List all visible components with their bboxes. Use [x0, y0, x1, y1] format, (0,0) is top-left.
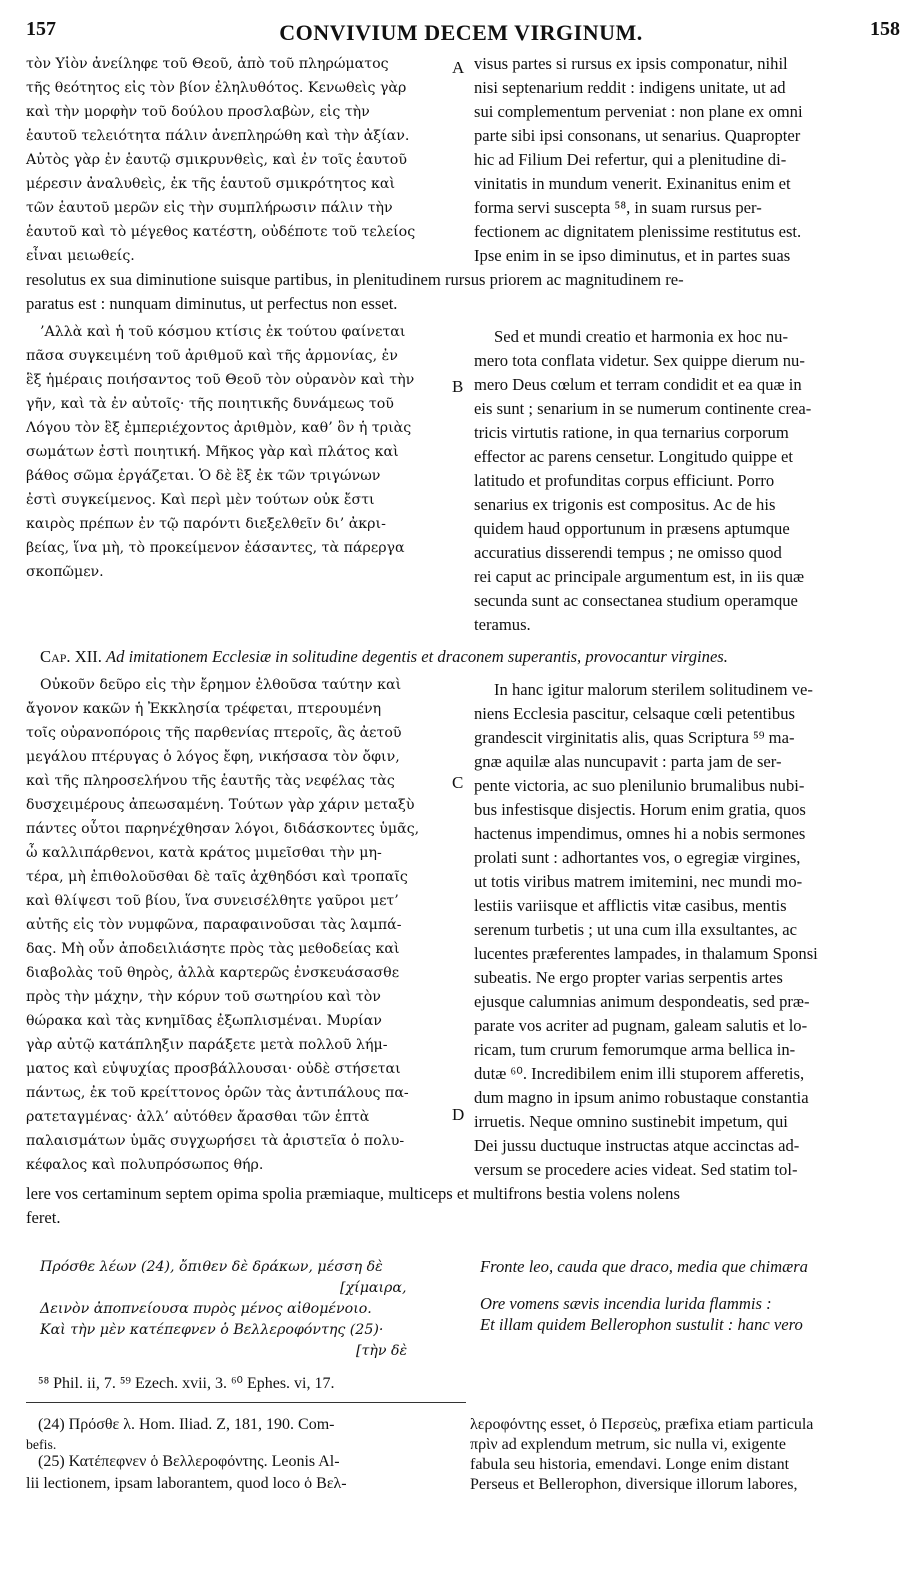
greek-line: ἓξ ἡμέραις ποιήσαντος τοῦ Θεοῦ τὸν οὐρανὸν καὶ τὴν: [26, 372, 415, 388]
latin-line: fectionem ac dignitatem plenissime restitutus est.: [474, 222, 802, 241]
latin-line: secunda sunt ac consectanea studium operamque: [474, 591, 798, 610]
latin-line: mero tota conflata videtur. Sex quippe dierum nu-: [474, 351, 805, 370]
greek-line: αὐτῆς εἰς τὸν νυμφῶνα, παραφαινοῦσαι τὰς λαμπά-: [26, 917, 402, 933]
note-line: fabula seu historia, emendavi. Longe enim distant: [470, 1456, 790, 1473]
latin-line: parate vos acriter ad pugnam, galeam salutis et lo-: [474, 1016, 808, 1035]
latin-line: irruetis. Neque omnino sustinebit impetum, qui: [474, 1112, 788, 1131]
full-width-line: feret.: [26, 1208, 61, 1227]
latin-line: niens Ecclesia pascitur, celsaque cœli petentibus: [474, 704, 795, 723]
latin-line: hactenus impendimus, omnes hi a nobis sermones: [474, 824, 806, 843]
greek-line: καὶ τὴν μορφὴν τοῦ δούλου προσλαβὼν, εἰς τὴν: [26, 104, 370, 120]
greek-line: Αὐτὸς γὰρ ἐν ἑαυτῷ σμικρυνθεὶς, καὶ ἐν τοῖς ἑαυτοῦ: [26, 152, 407, 168]
margin-mark-b: B: [452, 377, 464, 396]
margin-mark-a: A: [452, 58, 465, 77]
greek-line: γῆν, καὶ τὰ ἐν αὐτοῖς· τῆς ποιητικῆς δυνάμεως τοῦ: [26, 396, 394, 412]
greek-line: γὰρ αὐτῷ κατάπληξιν παράξετε μετὰ πολλοῦ λήμ-: [26, 1037, 388, 1053]
greek-line: εἶναι μειωθείς.: [26, 248, 135, 264]
margin-mark-d: D: [452, 1105, 465, 1124]
latin-line: Sed et mundi creatio et harmonia ex hoc nu-: [494, 327, 788, 346]
greek-line: ὦ καλλιπάρθενοι, κατὰ κράτος μιμεῖσθαι τὴν μη-: [26, 845, 382, 861]
latin-line: prolati sunt : adhortantes vos, o egregiæ virgines,: [474, 848, 801, 867]
latin-line: lucentes præferentes lampades, in thalamum Sponsi: [474, 944, 818, 963]
latin-line: ricam, tum crurum femorumque arma bellica in-: [474, 1040, 796, 1059]
latin-line: quidem haud opportunum in præsens aptumque: [474, 519, 790, 538]
note-line: (25) Κατέπεφνεν ὁ Βελλεροφόντης. Leonis Al-: [38, 1453, 340, 1470]
verse-line: Δεινὸν ἀποπνείουσα πυρὸς μένος αἰθομένοιο.: [40, 1301, 372, 1317]
latin-line: serenum turbetis ; ut una cum illa exsultantes, ac: [474, 920, 798, 939]
running-header: [0, 6, 922, 46]
greek-line: καὶ θλίψεσι τοῦ βίου, ἵνα συνεισέλθητε γαῦροι μετ’: [26, 893, 399, 909]
verse-line: Ore vomens sævis incendia lurida flammis :: [480, 1294, 772, 1313]
latin-line: vinitatis in mundum venerit. Exinanitus enim et: [474, 174, 791, 193]
page-number-right: 158: [870, 18, 900, 40]
greek-line: ἑαυτοῦ καὶ τὸ μέγεθος κατέστη, οὐδέποτε τοῦ τελείος: [26, 224, 416, 240]
latin-line: tricis virtutis ratione, in qua ternarius corporum: [474, 423, 789, 442]
greek-line: σκοπῶμεν.: [26, 564, 104, 580]
latin-line: Dei jussu ductuque instructas atque accinctas ad-: [474, 1136, 800, 1155]
greek-line: πᾶσα συγκειμένη τοῦ ἀριθμοῦ καὶ τῆς ἁρμονίας, ἐν: [26, 348, 398, 364]
greek-line: ἄγονον κακῶν ἡ Ἐκκλησία τρέφεται, πτερουμένη: [26, 701, 382, 717]
greek-line: δυσχειμέρους ἀπεωσαμένη. Τούτων γὰρ χάριν μεταξὺ: [26, 797, 415, 813]
greek-line: τοῖς οὐρανοπόροις τῆς παρθενίας πτεροῖς, ἃς ἀετοῦ: [26, 725, 402, 741]
latin-line: versum se procedere acies videat. Sed statim tol-: [474, 1160, 798, 1179]
latin-line: latitudo et profunditas corpus efficiunt. Porro: [474, 471, 775, 490]
greek-line: καὶ τῆς πληροσελήνου τῆς ἑαυτῆς τὰς νεφέλας τὰς: [26, 773, 395, 789]
note-line: Perseus et Bellerophon, diversique illorum labores,: [470, 1476, 798, 1493]
note-line: lii lectionem, ipsam laborantem, quod loco ὁ Βελ-: [26, 1475, 347, 1492]
greek-line: βείας, ἵνα μὴ, τὸ προκείμενον ἐάσαντες, τὰ πάρεργα: [26, 540, 405, 556]
greek-line: βάθος σῶμα ἐργάζεται. Ὁ δὲ ἓξ ἐκ τῶν τριγώνων: [26, 468, 381, 484]
greek-line: σωμάτων ἐστὶ ποιητική. Μῆκος γὰρ καὶ πλάτος καὶ: [26, 444, 399, 460]
latin-line: gnæ aquilæ alas nuncupavit : parta jam de ser-: [474, 752, 782, 771]
scripture-references: ⁵⁸ Phil. ii, 7. ⁵⁹ Ezech. xvii, 3. ⁶⁰ Ephes. vi, 17.: [38, 1375, 335, 1392]
verse-line: Et illam quidem Bellerophon sustulit : hanc vero: [480, 1315, 803, 1334]
latin-line: hic ad Filium Dei refertur, qui a plenitudine di-: [474, 150, 787, 169]
latin-line: Ipse enim in se ipso diminutus, et in partes suas: [474, 246, 791, 265]
chapter-heading: [40, 645, 728, 669]
latin-line: grandescit virginitatis alis, quas Scriptura ⁵⁹ ma-: [474, 728, 795, 747]
greek-line: Οὐκοῦν δεῦρο εἰς τὴν ἔρημον ἐλθοῦσα ταύτην καὶ: [40, 677, 402, 693]
latin-line: ejusque calumnias animum despondeatis, sed præ-: [474, 992, 810, 1011]
note-line: πρὶν ad explendum metrum, sic nulla vi, exigente: [470, 1436, 786, 1453]
greek-line: τέρα, μὴ ἐπιθολοῦσθαι δὲ ταῖς ἀχθηδόσι καὶ τροπαῖς: [26, 869, 408, 885]
greek-line: κέφαλος καὶ πολυπρόσωπος θήρ.: [26, 1157, 264, 1173]
latin-line: effector ac parens censetur. Longitudo quippe et: [474, 447, 793, 466]
footnote-divider: [26, 1402, 466, 1403]
greek-line: θώρακα καὶ τὰς κνημῖδας ἐξωπλισμέναι. Μυρίαν: [26, 1013, 382, 1029]
latin-line: dum magno in ipsum animo robustaque constantia: [474, 1088, 809, 1107]
verse-line: [τὴν δὲ: [356, 1343, 408, 1359]
greek-line: πρὸς τὴν μάχην, τὴν κόρυν τοῦ σωτηρίου καὶ τὸν: [26, 989, 381, 1005]
latin-line: parte sibi ipsi consonans, ut senarius. Quapropter: [474, 126, 801, 145]
greek-line: ’Αλλὰ καὶ ἡ τοῦ κόσμου κτίσις ἐκ τούτου φαίνεται: [40, 324, 406, 340]
greek-line: καιρὸς πρέπων ἐν τῷ παρόντι διεξελθεῖν δι’ ἀκρι-: [26, 516, 386, 532]
greek-line: τῶν ἑαυτοῦ μερῶν εἰς τὴν συμπλήρωσιν πάλιν τὴν: [26, 200, 393, 216]
chapter-label: Cap. XII.: [40, 647, 102, 666]
latin-line: nisi septenarium reddit : indigens unitate, ut ad: [474, 78, 786, 97]
greek-line: πάντες οὗτοι παρηνέχθησαν λόγοι, διδάσκοντες ὑμᾶς,: [26, 821, 420, 837]
full-width-line: paratus est : nunquam diminutus, ut perfectus non esset.: [26, 294, 398, 313]
greek-line: διαβολὰς τοῦ θηρὸς, ἀλλὰ καρτερῶς ἐνσκευάσασθε: [26, 965, 400, 981]
greek-line: πάντως, ἐκ τοῦ κρείττονος ὁρῶν τὰς ἀντιπάλους πα-: [26, 1085, 409, 1101]
full-width-line: resolutus ex sua diminutione suisque partibus, in plenitudinem rursus priorem ac magnitudinem re-: [26, 270, 684, 289]
full-width-line: lere vos certaminum septem opima spolia præmiaque, multiceps et multifrons bestia volens nolens: [26, 1184, 680, 1203]
latin-line: lestiis variisque et afflictis vitæ casibus, mentis: [474, 896, 787, 915]
latin-line: accuratius disserendi tempus ; ne omisso quod: [474, 543, 782, 562]
greek-line: παλαισμάτων ὑμᾶς συγχωρήσει τὰ ἀριστεῖα ὁ πολυ-: [26, 1133, 405, 1149]
page-number-left: 157: [26, 18, 56, 40]
greek-line: μέρεσιν ἀναλυθεὶς, ἐκ τῆς ἑαυτοῦ σμικρότητος καὶ: [26, 176, 396, 192]
latin-line: forma servi suscepta ⁵⁸, in suam rursus per-: [474, 198, 762, 217]
latin-line: In hanc igitur malorum sterilem solitudinem ve-: [494, 680, 813, 699]
greek-line: ρατεταγμένας· ἀλλ’ αὐτόθεν ἄρασθαι τῶν ἑπτὰ: [26, 1109, 370, 1125]
note-line: befis.: [26, 1437, 57, 1452]
greek-line: μεγάλου πτέρυγας ὁ λόγος ἔφη, νικήσασα τὸν ὄφιν,: [26, 749, 400, 765]
verse-line: Πρόσθε λέων (24), ὄπιθεν δὲ δράκων, μέσση δὲ: [40, 1259, 383, 1275]
latin-line: teramus.: [474, 615, 531, 634]
note-line: (24) Πρόσθε λ. Hom. Iliad. Z, 181, 190. Com-: [38, 1416, 335, 1433]
latin-line: subeatis. Ne ergo propter varias serpentis artes: [474, 968, 783, 987]
latin-line: senarius ex trigonis est compositus. Ac de his: [474, 495, 776, 514]
greek-line: Λόγου τὸν ἓξ ἐμπεριέχοντος ἀριθμὸν, καθ’ ὃν ἡ τριὰς: [26, 420, 412, 436]
latin-line: pente victoria, ac suo plenilunio brumalibus nubi-: [474, 776, 805, 795]
latin-line: bus infestisque disjectis. Horum enim gratia, quos: [474, 800, 806, 819]
greek-line: ἐστὶ συγκείμενος. Καὶ περὶ μὲν τούτων οὐκ ἔστι: [26, 492, 375, 508]
latin-line: eis sunt ; senarium in se numerum continente crea-: [474, 399, 812, 418]
margin-mark-c: C: [452, 773, 464, 792]
greek-line: ἑαυτοῦ τελειότητα πάλιν ἀνεπληρώθη καὶ τὴν ἀξίαν.: [26, 128, 410, 144]
latin-line: rei caput ac principale argumentum est, in iis quæ: [474, 567, 805, 586]
verse-line: Καὶ τὴν μὲν κατέπεφνεν ὁ Βελλεροφόντης (25)·: [40, 1322, 384, 1338]
note-line: λεροφόντης esset, ὁ Περσεὺς, præfixa etiam particula: [470, 1416, 814, 1433]
chapter-title: Ad imitationem Ecclesiæ in solitudine degentis et draconem superantis, provocantur virgines.: [106, 647, 728, 666]
greek-line: τὸν Υἱὸν ἀνείληφε τοῦ Θεοῦ, ἀπὸ τοῦ πληρώματος: [26, 56, 389, 72]
latin-line: mero Deus cœlum et terram condidit et ea quæ in: [474, 375, 802, 394]
latin-line: dutæ ⁶⁰. Incredibilem enim illi stuporem afferetis,: [474, 1064, 805, 1083]
page-title: CONVIVIUM DECEM VIRGINUM.: [279, 20, 643, 45]
latin-line: visus partes si rursus ex ipsis componatur, nihil: [474, 54, 788, 73]
greek-line: τῆς θεότητος εἰς τὸν βίον ἐληλυθότος. Κενωθεὶς γὰρ: [26, 80, 407, 96]
greek-line: δας. Μὴ οὖν ἀποδειλιάσητε πρὸς τὰς μεθοδείας καὶ: [26, 941, 400, 957]
verse-line: Fronte leo, cauda que draco, media que chimæra: [480, 1257, 808, 1276]
latin-line: sui complementum perveniat : non plane ex omni: [474, 102, 803, 121]
latin-line: ut totis viribus matrem imitemini, nec mundi mo-: [474, 872, 803, 891]
verse-line: [χίμαιρα,: [340, 1280, 407, 1296]
greek-line: ματος καὶ εὐψυχίας προσβάλλουσαι· οὐδὲ στήσεται: [26, 1061, 401, 1077]
